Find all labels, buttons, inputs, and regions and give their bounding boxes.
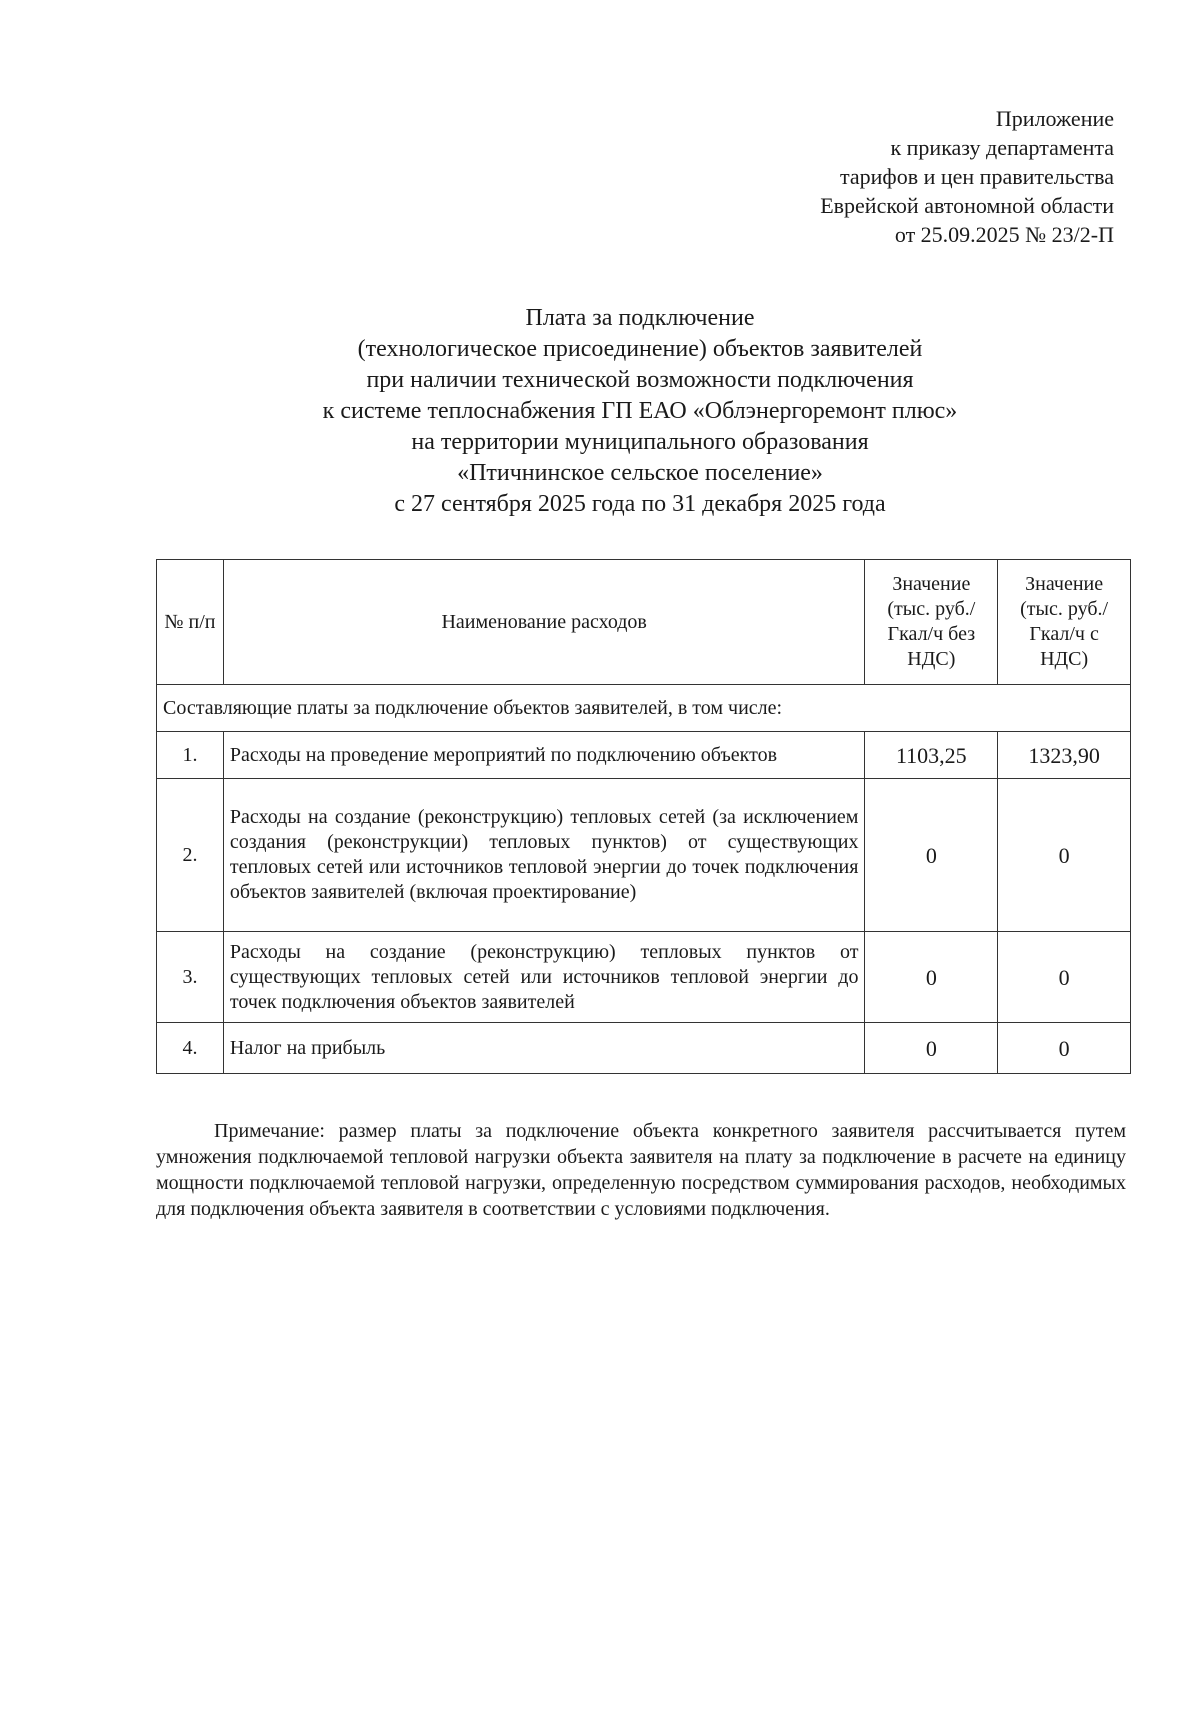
- row-num: 2.: [157, 779, 224, 932]
- row-value-no-vat: 0: [865, 779, 998, 932]
- row-value-vat: 0: [998, 1023, 1131, 1074]
- appendix-line: тарифов и цен правительства: [840, 164, 1114, 189]
- table-row: [157, 779, 1131, 932]
- table-header-row: [157, 560, 1131, 685]
- document-title: [160, 303, 1120, 520]
- row-name: Расходы на проведение мероприятий по подключению объектов: [223, 732, 865, 779]
- row-value-no-vat: 0: [865, 1023, 998, 1074]
- header-name: Наименование расходов: [223, 560, 865, 685]
- appendix-line: Еврейской автономной области: [820, 193, 1114, 218]
- title-line: к системе теплоснабжения ГП ЕАО «Облэнергоремонт плюс»: [322, 398, 958, 424]
- appendix-line: Приложение: [995, 106, 1114, 131]
- row-name: Налог на прибыль: [223, 1023, 865, 1074]
- header-value-vat: Значение (тыс. руб./Гкал/ч с НДС): [998, 560, 1131, 685]
- header-num: № п/п: [157, 560, 224, 685]
- appendix-line: от 25.09.2025 № 23/2-П: [894, 222, 1114, 247]
- row-num: 4.: [157, 1023, 224, 1074]
- row-value-no-vat: 1103,25: [865, 732, 998, 779]
- table-row: [157, 732, 1131, 779]
- table-row: [157, 1023, 1131, 1074]
- header-value-no-vat: Значение (тыс. руб./Гкал/ч без НДС): [865, 560, 998, 685]
- row-name: Расходы на создание (реконструкцию) тепловых пунктов от существующих тепловых сетей или источников тепловой энергии до точек подключения объектов заявителей: [223, 932, 865, 1023]
- costs-table: [156, 559, 1131, 1074]
- title-line: (технологическое присоединение) объектов заявителей: [357, 336, 923, 362]
- row-value-vat: 0: [998, 779, 1131, 932]
- appendix-line: к приказу департамента: [890, 135, 1114, 160]
- row-value-no-vat: 0: [865, 932, 998, 1023]
- title-line: Плата за подключение: [525, 305, 755, 331]
- section-label: Составляющие платы за подключение объектов заявителей, в том числе:: [157, 685, 1131, 732]
- row-name: Расходы на создание (реконструкцию) тепловых сетей (за исключением создания (реконструкции) тепловых пунктов) от существующих тепловых сетей или источников тепловой энергии до точек подключения объектов заявителей (включая проектирование): [223, 779, 865, 932]
- row-value-vat: 0: [998, 932, 1131, 1023]
- row-num: 3.: [157, 932, 224, 1023]
- note-paragraph: Примечание: размер платы за подключение объекта конкретного заявителя рассчитывается путем умножения подключаемой тепловой нагрузки объекта заявителя на плату за подключение в расчете на единицу мощности подключаемой тепловой нагрузки, определенную посредством суммирования расходов, необходимых для подключения объекта заявителя в соответствии с условиями подключения.: [156, 1120, 1126, 1220]
- title-line: при наличии технической возможности подключения: [366, 367, 914, 393]
- row-num: 1.: [157, 732, 224, 779]
- table-section-row: [157, 685, 1131, 732]
- title-line: на территории муниципального образования: [411, 429, 869, 455]
- title-line: «Птичнинское сельское поселение»: [457, 460, 823, 486]
- table-row: [157, 932, 1131, 1023]
- row-value-vat: 1323,90: [998, 732, 1131, 779]
- appendix-block: [820, 104, 1114, 249]
- title-line: с 27 сентября 2025 года по 31 декабря 2025 года: [394, 491, 886, 517]
